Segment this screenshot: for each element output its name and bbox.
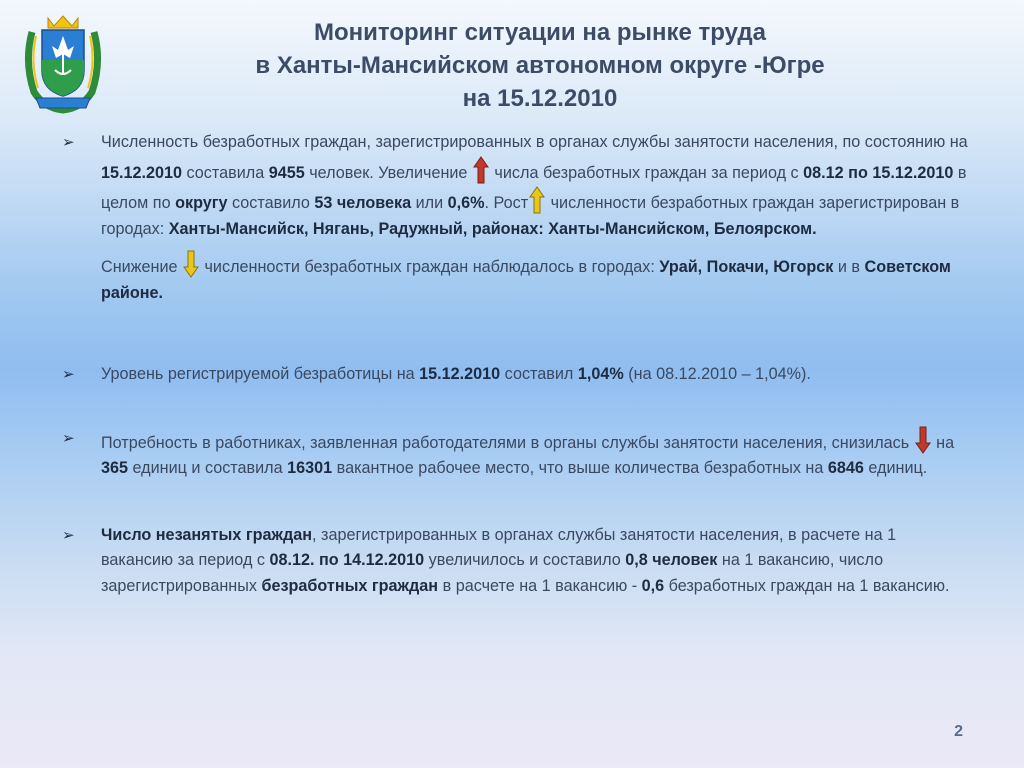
arrow-up-red-icon — [473, 156, 489, 184]
slide-title — [150, 16, 930, 115]
bullet-item-vacancies: ➢ Потребность в работниках, заявленная работодателями в органы службы занятости населения, снизилась на 365 единиц и составила 16301 вакантное рабочее место, что выше количества безработных на 6846 единиц. — [60, 426, 970, 482]
sub-item-decrease: Снижение численности безработных граждан наблюдалось в городах: Урай, Покачи, Югорск и в Советском районе. — [60, 250, 970, 306]
arrow-down-red-icon — [915, 426, 931, 454]
page-number: 2 — [954, 723, 963, 740]
arrow-up-yellow-icon — [529, 186, 545, 214]
bullet-item-unemployment-rate: ➢ Уровень регистрируемой безработицы на 15.12.2010 составил 1,04% (на 08.12.2010 – 1,04%). — [60, 362, 970, 388]
title-line-2: в Ханты-Мансийском автономном округе -Югре — [255, 52, 825, 79]
bullet-arrow-icon: ➢ — [62, 134, 75, 151]
bullet-item-unemployed-count: ➢ Численность безработных граждан, зарегистрированных в органах службы занятости населения, по состоянию на 15.12.2010 составила 9455 человек. Увеличение числа безработных граждан за период с 08.12 по 15.12.2010 в целом по округу составило 53 человека или 0,6%. Рост численности безработных граждан зарегистрирован в городах: Ханты-Мансийск, Нягань, Радужный, районах: Ханты-Мансийском, Белоярском. — [60, 130, 970, 242]
bullet-arrow-icon: ➢ — [62, 526, 75, 544]
bullet-arrow-icon: ➢ — [62, 366, 75, 384]
emblem-logo — [22, 12, 104, 114]
bullet-arrow-icon: ➢ — [62, 429, 75, 447]
arrow-down-yellow-icon — [183, 250, 199, 278]
title-line-1: Мониторинг ситуации на рынке труда — [314, 19, 766, 46]
slide-content — [60, 130, 970, 599]
bullet-item-per-vacancy: ➢ Число незанятых граждан, зарегистрированных в органах службы занятости населения, в расчете на 1 вакансию за период с 08.12. по 14.12.2010 увеличилось и составило 0,8 человек на 1 вакансию, число зарегистрированных безработных граждан в расчете на 1 вакансию - 0,6 безработных граждан на 1 вакансию. — [60, 523, 970, 600]
title-line-3: на 15.12.2010 — [462, 85, 618, 112]
